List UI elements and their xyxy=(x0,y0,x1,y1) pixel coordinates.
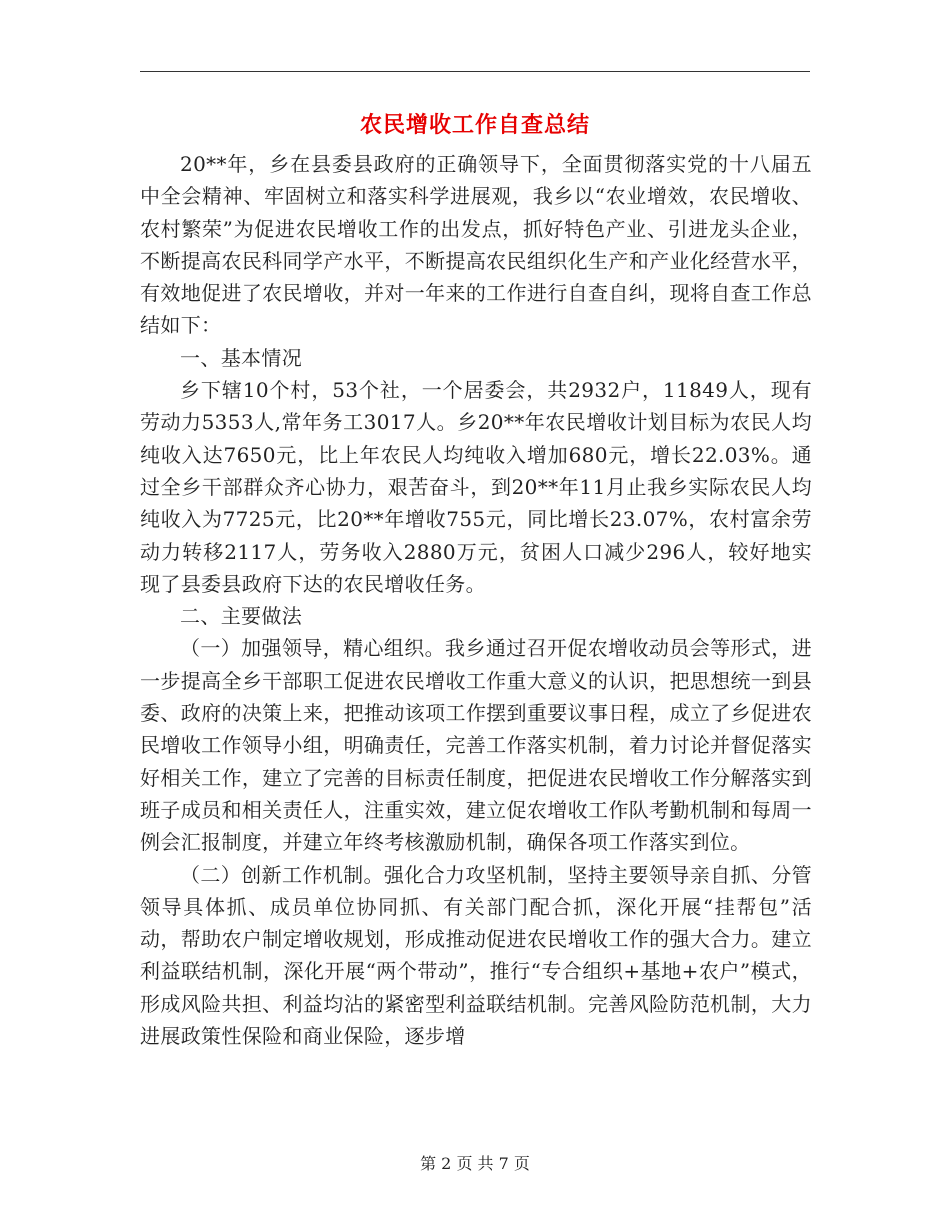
document-title: 农民增收工作自查总结 xyxy=(359,112,590,138)
paragraph-leadership: （一）加强领导，精心组织。我乡通过召开促农增收动员会等形式，进一步提高全乡干部职工促进农民增收工作重大意义的认识，把思想统一到县委、政府的决策上来，把推动该项工作摆到重要议事日程，成立了乡促进农民增收工作领导小组，明确责任，完善工作落实机制，着力讨论并督促落实好相关工作，建立了完善的目标责任制度，把促进农民增收工作分解落实到班子成员和相关责任人，注重实效，建立促农增收工作队考勤机制和每周一例会汇报制度，并建立年终考核激励机制，确保各项工作落实到位。 xyxy=(140,636,812,855)
section-heading-basic: 一、基本情况 xyxy=(180,345,303,370)
paragraph-intro: 20**年，乡在县委县政府的正确领导下，全面贯彻落实党的十八届五中全会精神、牢固树立和落实科学进展观，我乡以“农业增效，农民增收、农村繁荣”为促进农民增收工作的出发点，抓好特色产业、引进龙头企业，不断提高农民科同学产水平，不断提高农民组织化生产和产业化经营水平，有效地促进了农民增收，并对一年来的工作进行自查自纠，现将自查工作总结如下： xyxy=(140,152,812,338)
document-body xyxy=(140,148,812,1052)
page-footer xyxy=(0,1153,950,1175)
section-heading-methods: 二、主要做法 xyxy=(180,604,303,629)
paragraph-basic-situation: 乡下辖10个村，53个社，一个居委会，共2932户，11849人，现有劳动力5353人,常年务工3017人。乡20**年农民增收计划目标为农民人均纯收入达7650元，比上年农民人均纯收入增加680元，增长22.03%。通过全乡干部群众齐心协力，艰苦奋斗，到20**年11月止我乡实际农民人均纯收入为7725元，比20**年增收755元，同比增长23.07%，农村富余劳动力转移2117人，劳务收入2880万元，贫困人口减少296人，较好地实现了县委县政府下达的农民增收任务。 xyxy=(140,378,812,596)
paragraph-mechanism: （二）创新工作机制。强化合力攻坚机制，坚持主要领导亲自抓、分管领导具体抓、成员单位协同抓、有关部门配合抓，深化开展“挂帮包”活动，帮助农户制定增收规划，形成推动促进农民增收工作的强大合力。建立利益联结机制，深化开展“两个带动”，推行“专合组织+基地+农户”模式，形成风险共担、利益均沾的紧密型利益联结机制。完善风险防范机制，大力进展政策性保险和商业保险，逐步增 xyxy=(140,862,812,1049)
page-number: 第 2 页 共 7 页 xyxy=(420,1154,530,1173)
header-rule xyxy=(140,71,810,72)
